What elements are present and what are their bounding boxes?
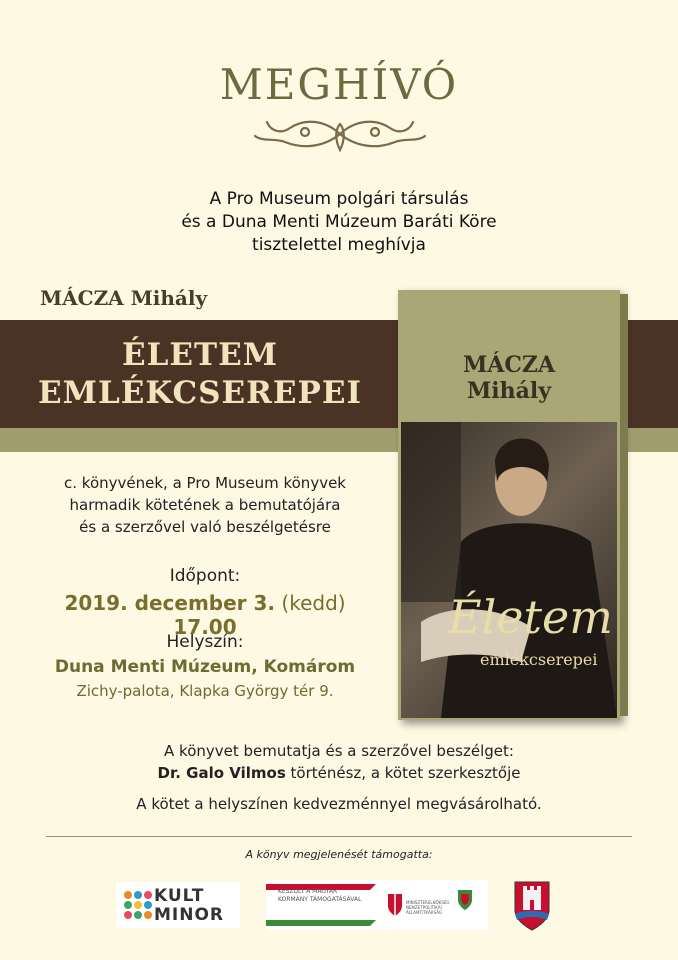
- divider-line: [46, 836, 632, 837]
- book-cover-title: Életem: [448, 590, 613, 644]
- place-name: Duna Menti Múzeum, Komárom: [54, 657, 356, 677]
- ministry-text: MINISZTERELNÖKSÉG NEMZETPOLITIKAI ÁLLAMTITKÁRSÁG: [406, 900, 450, 915]
- portrait-silhouette-icon: [401, 422, 617, 718]
- author-name: MÁCZA Mihály: [40, 286, 208, 310]
- event-description: [40, 472, 370, 538]
- presenter-role: történész, a kötet szerkesztője: [285, 764, 521, 782]
- book-title: [0, 336, 400, 412]
- book-cover-author: [398, 352, 620, 404]
- event-hour: 17.00: [173, 615, 237, 639]
- time-label: Időpont:: [169, 566, 241, 586]
- organizers-text: [0, 188, 678, 257]
- book-cover-subtitle: emlékcserepei: [480, 650, 598, 669]
- city-coat-of-arms-icon: [513, 880, 551, 932]
- book-cover-image: [398, 290, 628, 720]
- ornament-flourish-icon: [245, 110, 435, 158]
- book-title-line-1: ÉLETEM: [121, 337, 279, 373]
- kult-minor-wordmark: [154, 887, 224, 925]
- description-line-2: harmadik kötetének a bemutatójára: [69, 496, 341, 514]
- place-label: Helyszín:: [166, 632, 244, 652]
- organizers-line-2: és a Duna Menti Múzeum Baráti Köre: [181, 212, 497, 232]
- purchase-note: A kötet a helyszínen kedvezménnyel megvásárolható.: [136, 795, 542, 813]
- book-cover-photo: [401, 422, 617, 718]
- book-title-line-2: EMLÉKCSEREPEI: [38, 375, 362, 411]
- book-spine: [620, 294, 628, 716]
- event-date: 2019. december 3.: [64, 591, 276, 615]
- government-support-text: KÉSZÜLT A MAGYAR KORMÁNY TÁMOGATÁSÁVAL: [278, 888, 362, 903]
- book-cover-author-surname: MÁCZA: [462, 352, 556, 378]
- event-weekday: (kedd): [281, 591, 346, 615]
- description-line-1: c. könyvének, a Pro Museum könyvek: [64, 474, 346, 492]
- presenter-intro: A könyvet bemutatja és a szerzővel beszélget:: [164, 742, 514, 760]
- kult-text: KULT: [154, 886, 205, 906]
- kult-minor-mark-icon: [122, 889, 152, 921]
- minor-text: MINOR: [154, 905, 225, 925]
- presenter-name: Dr. Galo Vilmos: [157, 764, 286, 782]
- organizers-line-3: tisztelettel meghívja: [252, 235, 426, 255]
- support-label: A könyv megjelenését támogatta:: [245, 848, 433, 861]
- invitation-title: MEGHÍVÓ: [219, 60, 459, 109]
- presenter-line: [0, 762, 678, 784]
- place-address: Zichy-palota, Klapka György tér 9.: [76, 682, 334, 700]
- presenter-info: [0, 740, 678, 784]
- kult-minor-logo: [116, 882, 240, 928]
- government-support-logo: [266, 880, 488, 930]
- organizers-line-1: A Pro Museum polgári társulás: [209, 189, 469, 209]
- book-cover-author-given: Mihály: [466, 378, 552, 404]
- description-line-3: és a szerzővel való beszélgetésre: [79, 518, 331, 536]
